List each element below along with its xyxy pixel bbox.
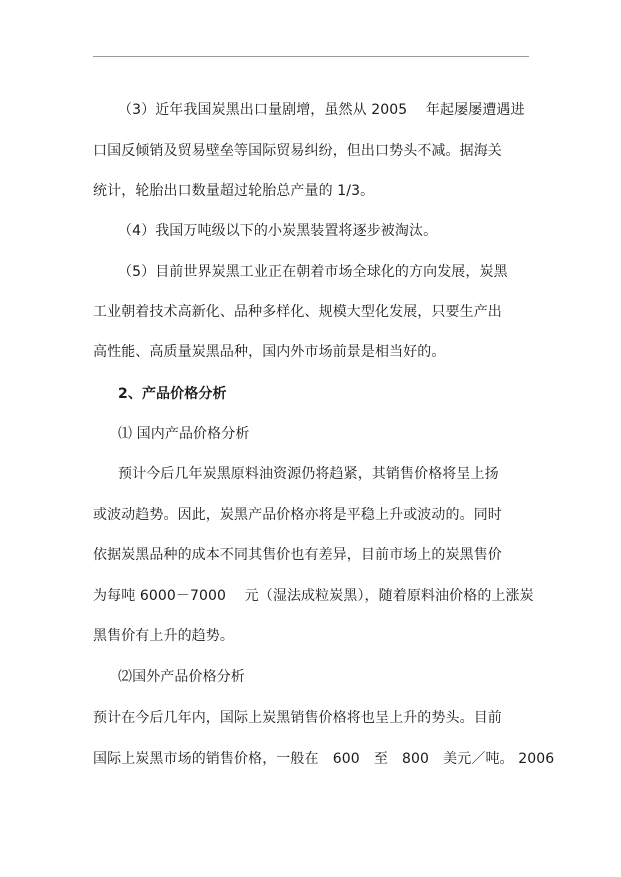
domestic-paragraph-line-2: 或波动趋势。因此，炭黑产品价格亦将是平稳上升或波动的。同时 <box>93 507 502 523</box>
paragraph-3-line-2: 口国反倾销及贸易壁垒等国际贸易纠纷，但出口势头不减。据海关 <box>93 143 502 159</box>
paragraph-3-line-3: 统计，轮胎出口数量超过轮胎总产量的 1/3。 <box>93 183 375 199</box>
paragraph-5-line-2: 工业朝着技术高新化、品种多样化、规模大型化发展，只要生产出 <box>93 304 502 320</box>
domestic-paragraph-line-4: 为每吨 6000－7000 元（湿法成粒炭黑），随着原料油价格的上涨炭 <box>93 588 534 604</box>
subheading-foreign-price: ⑵国外产品价格分析 <box>118 669 245 685</box>
paragraph-5-line-1: （5）目前世界炭黑工业正在朝着市场全球化的方向发展，炭黑 <box>118 264 508 280</box>
foreign-paragraph-line-2: 国际上炭黑市场的销售价格，一般在 600 至 800 美元／吨。 2006 <box>93 751 555 767</box>
subheading-domestic-price: ⑴ 国内产品价格分析 <box>118 426 250 442</box>
foreign-paragraph-line-1: 预计在今后几年内，国际上炭黑销售价格将也呈上升的势头。目前 <box>93 710 502 726</box>
paragraph-5-line-3: 高性能、高质量炭黑品种，国内外市场前景是相当好的。 <box>93 344 446 360</box>
domestic-paragraph-line-3: 依据炭黑品种的成本不同其售价也有差异，目前市场上的炭黑售价 <box>93 547 502 563</box>
domestic-paragraph-line-5: 黑售价有上升的趋势。 <box>93 628 234 644</box>
section-heading-price-analysis: 2、产品价格分析 <box>118 386 227 402</box>
paragraph-3-line-1: （3）近年我国炭黑出口量剧增，虽然从 2005 年起屡屡遭遇进 <box>118 102 525 118</box>
header-rule <box>93 56 529 57</box>
domestic-paragraph-line-1: 预计今后几年炭黑原料油资源仍将趋紧，其销售价格将呈上扬 <box>118 466 499 482</box>
paragraph-4: （4）我国万吨级以下的小炭黑装置将逐步被淘汰。 <box>118 223 438 239</box>
